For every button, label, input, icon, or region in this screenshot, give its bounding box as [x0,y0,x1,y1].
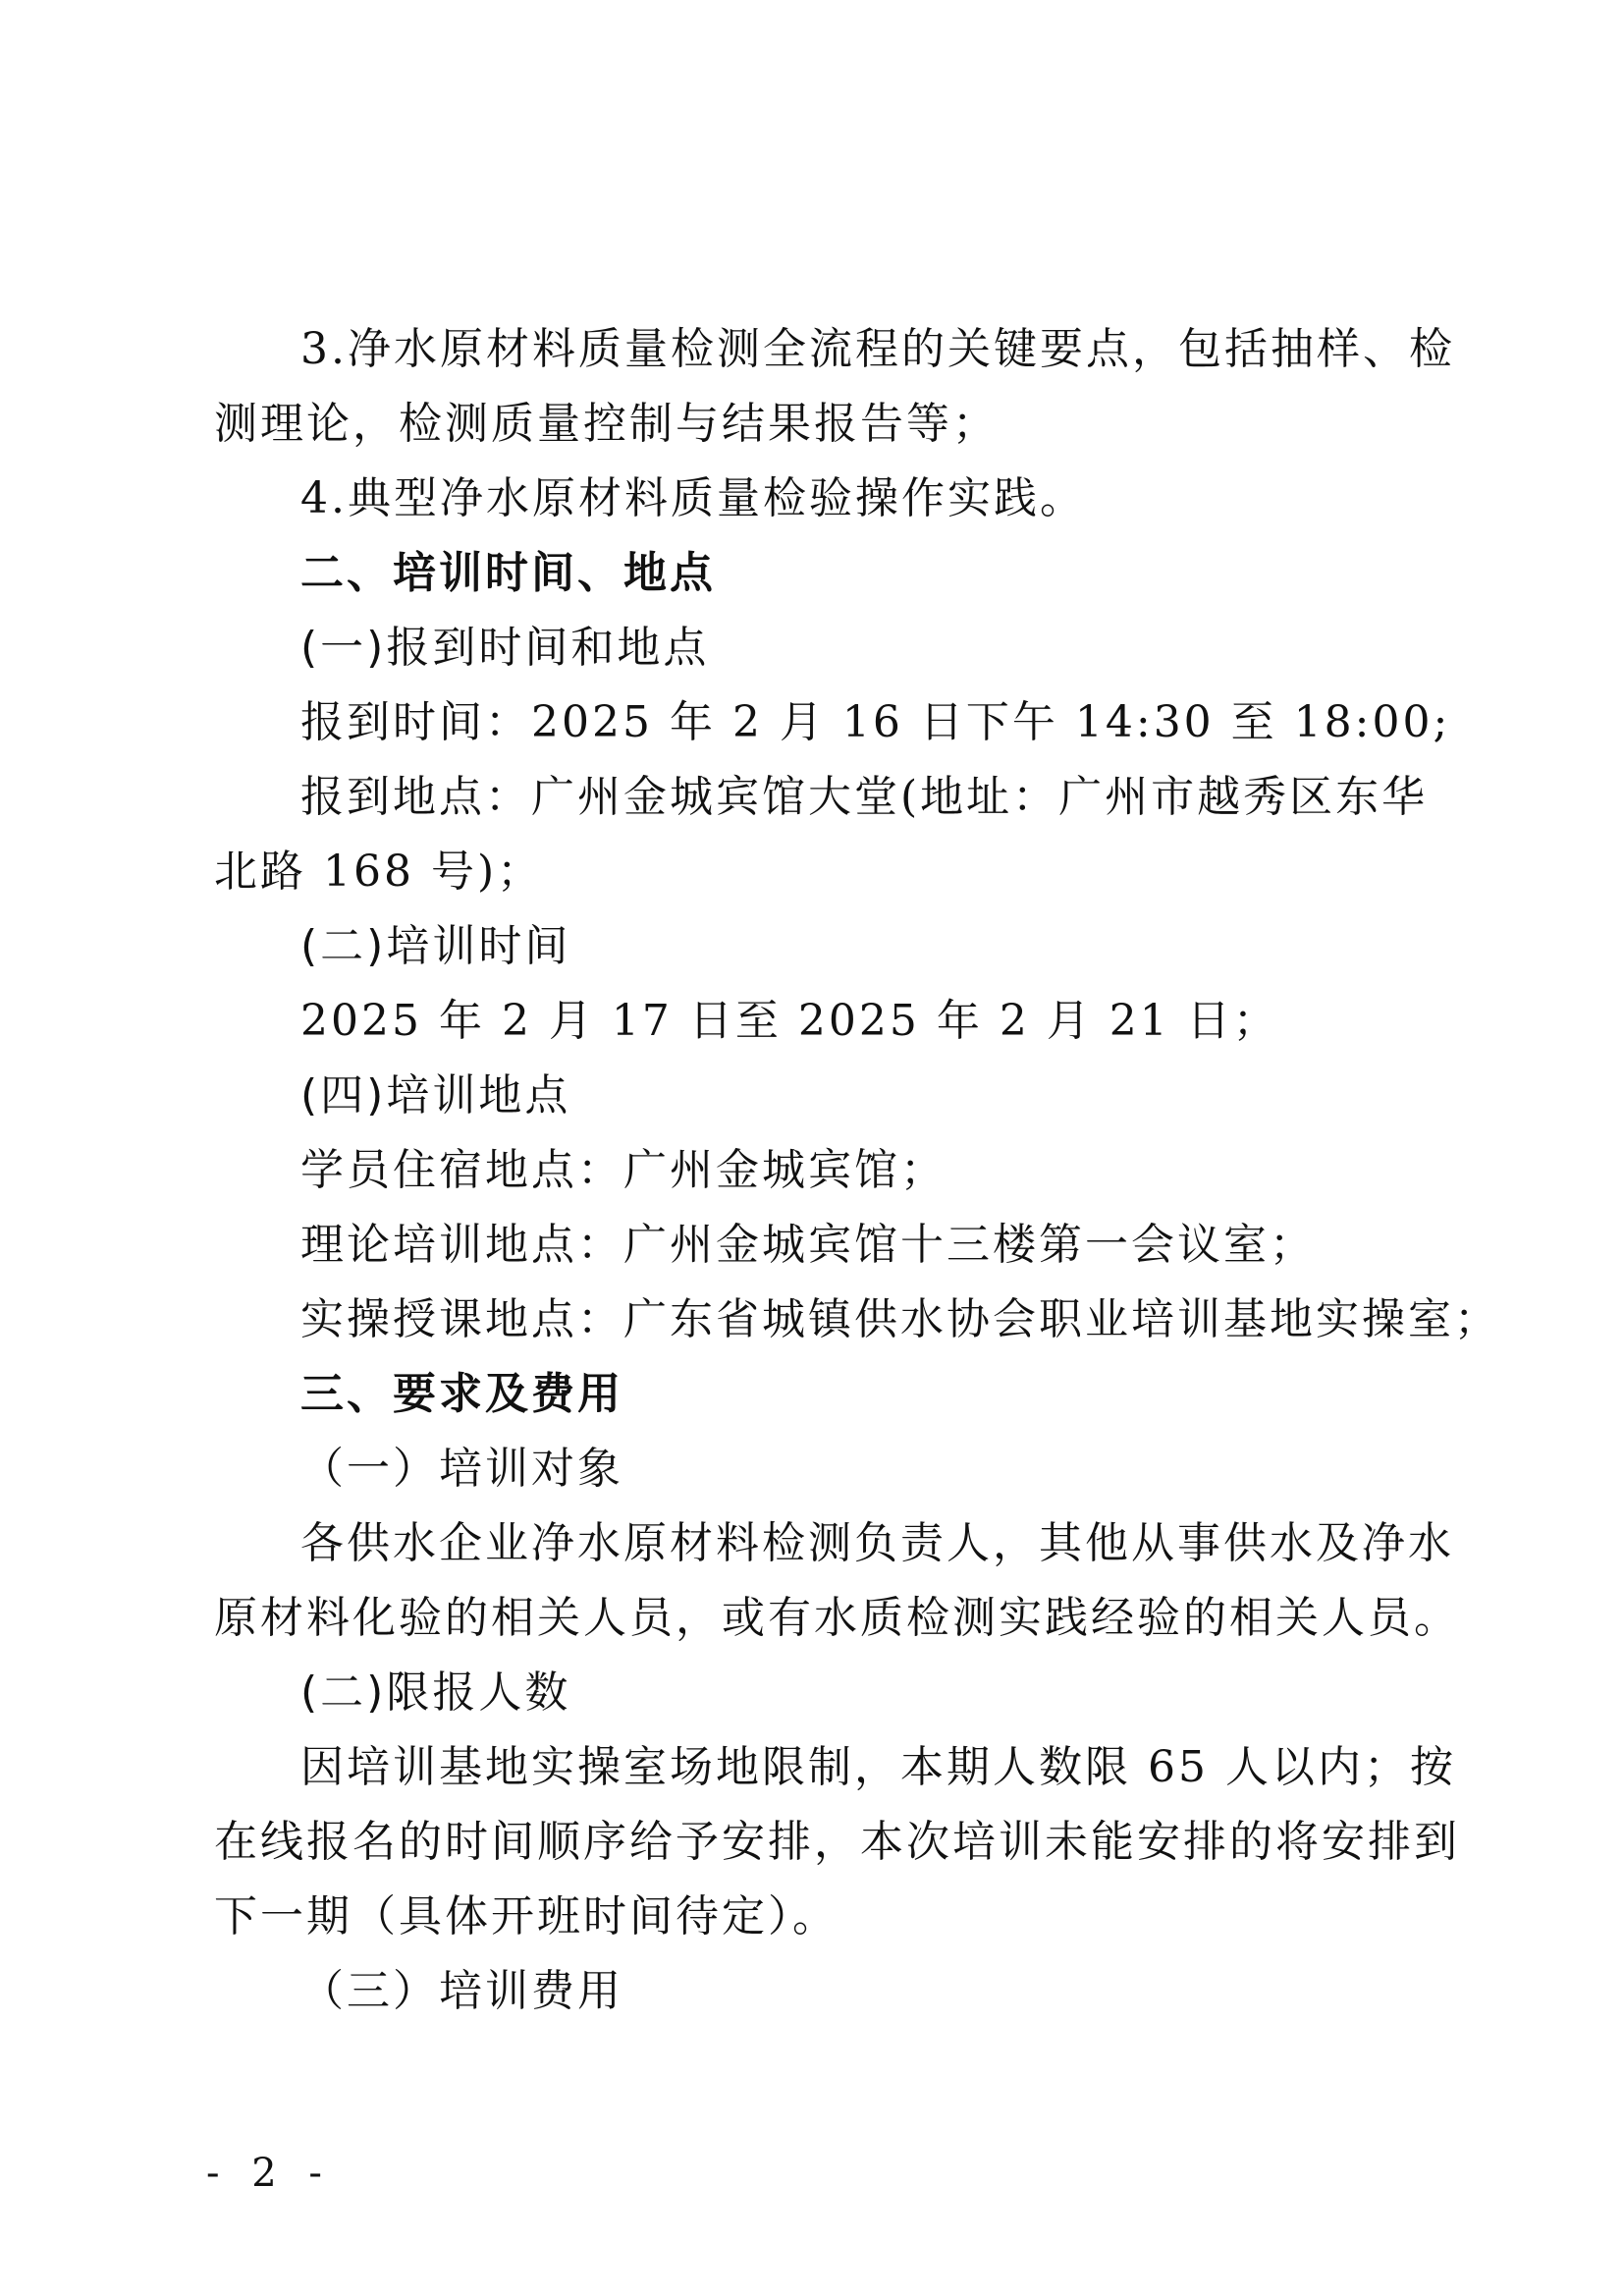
lodging-place: 学员住宿地点：广州金城宾馆； [300,1145,947,1195]
sub-2-heading: (二)培训时间 [300,921,571,971]
practice-place: 实操授课地点：广东省城镇供水协会职业培训基地实操室； [300,1294,1500,1344]
page-number: - 2 - [206,2151,332,2196]
report-place-line2: 北路 168 号)； [214,847,544,897]
limit-line1: 因培训基地实操室场地限制，本期人数限 65 人以内；按 [300,1742,1456,1792]
sub-1-heading: (一)报到时间和地点 [300,623,710,673]
item-3-line2: 测理论，检测质量控制与结果报告等； [214,399,999,449]
report-time: 报到时间：2025 年 2 月 16 日下午 14:30 至 18:00; [300,697,1451,747]
report-place-line1: 报到地点：广州金城宾馆大堂(地址：广州市越秀区东华 [300,772,1429,822]
limit-line3: 下一期（具体开班时间待定）。 [214,1891,839,1941]
sub-3-1-heading: （一）培训对象 [300,1444,623,1494]
limit-line2: 在线报名的时间顺序给予安排，本次培训未能安排的将安排到 [214,1817,1460,1867]
training-dates: 2025 年 2 月 17 日至 2025 年 2 月 21 日； [300,996,1279,1046]
sub-3-2-heading: (二)限报人数 [300,1667,571,1718]
section-3-heading: 三、要求及费用 [300,1369,623,1419]
target-line1: 各供水企业净水原材料检测负责人，其他从事供水及净水 [300,1518,1454,1568]
sub-3-3-heading: （三）培训费用 [300,1966,623,2016]
target-line2: 原材料化验的相关人员，或有水质检测实践经验的相关人员。 [214,1593,1460,1643]
theory-place: 理论培训地点：广州金城宾馆十三楼第一会议室； [300,1220,1316,1270]
sub-4-heading: (四)培训地点 [300,1070,571,1121]
document-body [214,312,1500,2029]
item-4: 4.典型净水原材料质量检验操作实践。 [300,473,1086,523]
section-2-heading: 二、培训时间、地点 [300,548,716,598]
item-3-line1: 3.净水原材料质量检测全流程的关键要点，包括抽样、检 [300,324,1455,374]
